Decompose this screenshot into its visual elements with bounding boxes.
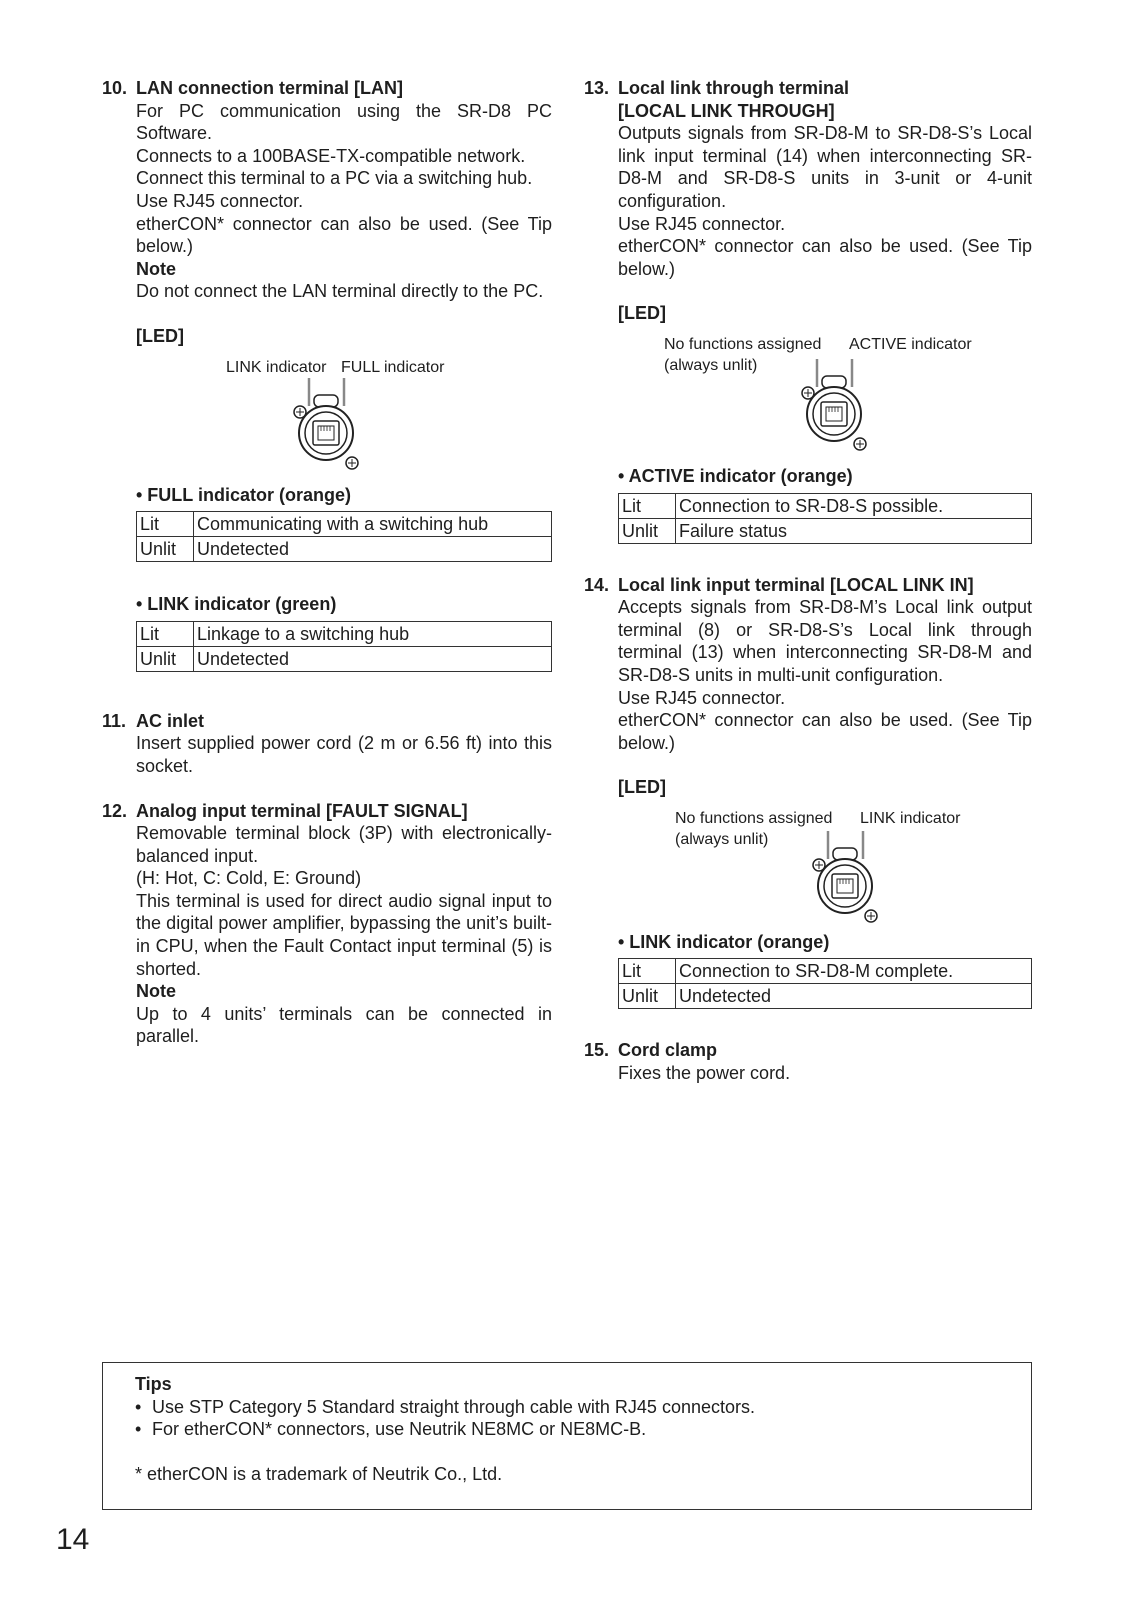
- section-number: 10.: [102, 78, 128, 98]
- state-cell: Unlit: [619, 518, 676, 543]
- page-number: 14: [56, 1523, 90, 1556]
- section-12: [102, 800, 552, 1049]
- table-row: [619, 493, 1032, 518]
- section-title: Cord clamp: [618, 1040, 718, 1061]
- always-unlit-label: (always unlit): [664, 356, 758, 374]
- led-label: [LED]: [136, 325, 184, 346]
- paragraph: Fixes the power cord.: [618, 1063, 791, 1084]
- paragraph: For PC communication using the SR-D8 PC Software.: [136, 100, 552, 144]
- rj45-connector-icon: [794, 359, 874, 459]
- description-cell: Linkage to a switching hub: [194, 621, 552, 646]
- paragraph: Removable terminal block (3P) with electronically-balanced input.: [136, 823, 552, 866]
- link-indicator-label: LINK indicator: [226, 358, 327, 376]
- paragraph: etherCON* connector can also be used. (See Tip below.): [618, 710, 1032, 753]
- active-indicator-table: [618, 493, 1032, 544]
- note-text: Do not connect the LAN terminal directly to the PC.: [136, 281, 544, 302]
- paragraph: Use RJ45 connector.: [618, 213, 786, 234]
- description-cell: Undetected: [194, 537, 552, 562]
- paragraph: Connect this terminal to a PC via a switching hub.: [136, 168, 533, 189]
- full-indicator-heading: • FULL indicator (orange): [136, 484, 351, 505]
- section-title: Local link input terminal [LOCAL LINK IN]: [618, 574, 974, 595]
- tip-item: • For etherCON* connectors, use Neutrik NE8MC or NE8MC-B.: [135, 1419, 647, 1440]
- description-cell: Connection to SR-D8-M complete.: [676, 959, 1032, 984]
- right-column: [584, 77, 1032, 1085]
- paragraph: This terminal is used for direct audio signal input to the digital power amplifier, bypassing the unit’s built-in CPU, when the Fault Contact input terminal (5) is shorted.: [136, 890, 552, 979]
- state-cell: Lit: [619, 959, 676, 984]
- note-label: Note: [136, 981, 176, 1002]
- state-cell: Lit: [137, 621, 194, 646]
- no-functions-label: No functions assigned: [664, 335, 822, 353]
- led-label: [LED]: [618, 303, 666, 324]
- rj45-connector-icon: [286, 378, 366, 478]
- description-cell: Undetected: [194, 646, 552, 671]
- tip-item: • Use STP Category 5 Standard straight through cable with RJ45 connectors.: [135, 1396, 755, 1417]
- table-row: [137, 512, 552, 537]
- table-row: [619, 984, 1032, 1009]
- section-number: 15.: [584, 1040, 610, 1061]
- local-link-in-connector-diagram: [618, 799, 1032, 931]
- description-cell: Undetected: [676, 984, 1032, 1009]
- section-title: Analog input terminal [FAULT SIGNAL]: [136, 800, 468, 821]
- section-number: 12.: [102, 800, 128, 821]
- description-cell: Failure status: [676, 518, 1032, 543]
- led-label: [LED]: [618, 777, 666, 798]
- section-title: AC inlet: [136, 710, 205, 731]
- state-cell: Unlit: [137, 646, 194, 671]
- table-row: [619, 518, 1032, 543]
- tip-text: For etherCON* connectors, use Neutrik NE8MC or NE8MC-B.: [152, 1419, 647, 1440]
- section-13: [584, 77, 1032, 544]
- paragraph: (H: Hot, C: Cold, E: Ground): [136, 868, 362, 889]
- trademark-footnote: * etherCON is a trademark of Neutrik Co., Ltd.: [135, 1463, 503, 1484]
- paragraph: Connects to a 100BASE-TX-compatible network.: [136, 145, 526, 166]
- rj45-connector-icon: [805, 831, 885, 931]
- section-number: 14.: [584, 574, 610, 595]
- tips-title: Tips: [135, 1374, 172, 1394]
- state-cell: Unlit: [619, 984, 676, 1009]
- link-indicator-label: LINK indicator: [860, 809, 961, 827]
- paragraph: Accepts signals from SR-D8-M’s Local link output terminal (8) or SR-D8-S’s Local link through terminal (13) when interconnecting SR-D8-M and SR-D8-S units in multi-unit configuration.: [618, 597, 1032, 685]
- note-label: Note: [136, 258, 176, 279]
- section-10: [102, 77, 552, 672]
- section-15: [584, 1039, 1032, 1084]
- table-row: [137, 646, 552, 671]
- section-title-tag: [LOCAL LINK THROUGH]: [618, 100, 835, 121]
- local-link-through-connector-diagram: [618, 325, 1032, 465]
- section-number: 11.: [102, 710, 127, 731]
- paragraph: Use RJ45 connector.: [136, 190, 304, 211]
- description-cell: Communicating with a switching hub: [194, 512, 552, 537]
- paragraph: Insert supplied power cord (2 m or 6.56 ft) into this socket.: [136, 733, 552, 776]
- no-functions-label: No functions assigned: [675, 809, 833, 827]
- section-title: Local link through terminal: [618, 78, 850, 98]
- section-title: LAN connection terminal [LAN]: [136, 78, 404, 98]
- paragraph: Use RJ45 connector.: [618, 687, 786, 708]
- paragraph: Outputs signals from SR-D8-M to SR-D8-S’s Local link input terminal (14) when interconnecting SR-D8-M and SR-D8-S units in 3-unit or 4-unit configuration.: [618, 123, 1032, 211]
- lan-connector-diagram: [136, 348, 552, 480]
- description-cell: Connection to SR-D8-S possible.: [676, 493, 1032, 518]
- always-unlit-label: (always unlit): [675, 830, 769, 848]
- section-number: 13.: [584, 78, 610, 98]
- note-text: Up to 4 units’ terminals can be connected in parallel.: [136, 1003, 552, 1047]
- table-row: [137, 537, 552, 562]
- paragraph: etherCON* connector can also be used. (See Tip below.): [136, 213, 552, 257]
- active-indicator-heading: • ACTIVE indicator (orange): [618, 465, 853, 486]
- paragraph: etherCON* connector can also be used. (See Tip below.): [618, 236, 1032, 279]
- left-column: [102, 77, 552, 1048]
- state-cell: Lit: [137, 512, 194, 537]
- tips-box: [102, 1362, 1032, 1510]
- link-indicator-heading: • LINK indicator (orange): [618, 931, 830, 952]
- link-indicator-heading: • LINK indicator (green): [136, 594, 337, 615]
- link-indicator-table: [618, 958, 1032, 1009]
- state-cell: Unlit: [137, 537, 194, 562]
- table-row: [137, 621, 552, 646]
- active-indicator-label: ACTIVE indicator: [849, 335, 972, 353]
- section-11: [102, 710, 552, 778]
- full-indicator-label: FULL indicator: [341, 358, 445, 376]
- section-14: [584, 574, 1032, 1010]
- link-indicator-table: [136, 621, 552, 672]
- tip-text: Use STP Category 5 Standard straight through cable with RJ45 connectors.: [152, 1396, 755, 1417]
- state-cell: Lit: [619, 493, 676, 518]
- full-indicator-table: [136, 511, 552, 562]
- table-row: [619, 959, 1032, 984]
